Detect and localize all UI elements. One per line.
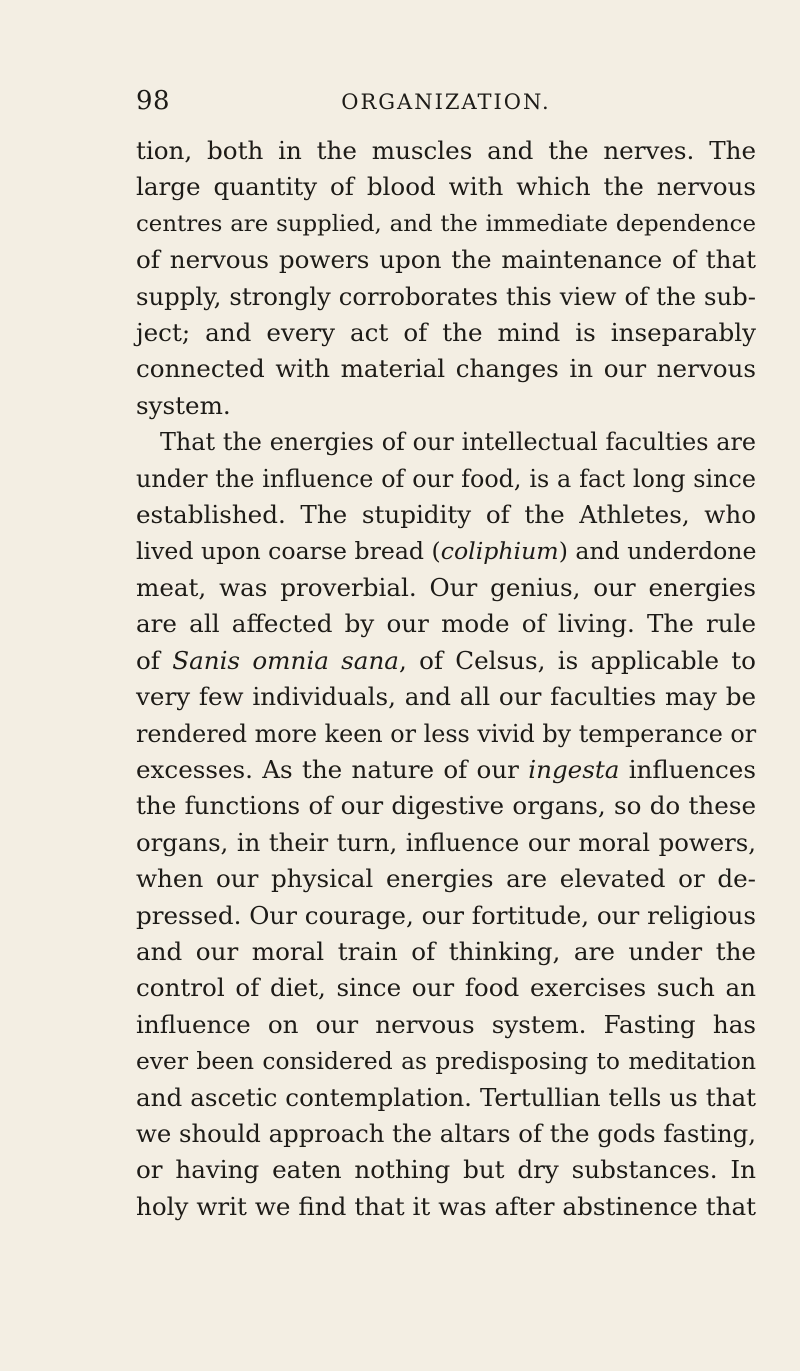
text-line: That the energies of our intellectual faculties are xyxy=(160,428,756,457)
text-line: lived upon coarse bread (coliphium) and underdone xyxy=(136,537,757,566)
body-text xyxy=(136,133,756,1225)
text-line: centres are supplied, and the immediate dependence xyxy=(136,210,756,237)
text-line: and ascetic contemplation. Tertullian tells us that xyxy=(136,1082,756,1112)
text-line: supply, strongly corroborates this view of the sub- xyxy=(136,281,756,311)
text-line: or having eaten nothing but dry substances. In xyxy=(136,1155,756,1185)
text-line: connected with material changes in our nervous xyxy=(136,354,756,384)
text-line: the functions of our digestive organs, so do these xyxy=(136,791,756,821)
text-line: under the influence of our food, is a fact long since xyxy=(136,464,756,493)
text-line: very few individuals, and all our faculties may be xyxy=(136,682,756,712)
text-line: ject; and every act of the mind is inseparably xyxy=(136,318,756,348)
italic-term: coliphium xyxy=(440,537,559,566)
text-line: influence on our nervous system. Fasting has xyxy=(136,1009,756,1039)
text-line: when our physical energies are elevated or de- xyxy=(136,864,756,894)
text-line: system. xyxy=(136,390,231,420)
running-head xyxy=(136,86,756,122)
text-line: tion, both in the muscles and the nerves. The xyxy=(136,136,756,165)
text-line: established. The stupidity of the Athletes, who xyxy=(136,500,756,530)
page-number: 98 xyxy=(136,86,171,116)
text-line: rendered more keen or less vivid by temperance or xyxy=(136,719,757,748)
text-line: organs, in their turn, influence our moral powers, xyxy=(136,827,756,857)
text-line: of nervous powers upon the maintenance of that xyxy=(136,245,756,275)
text-line: excesses. As the nature of our ingesta influences xyxy=(136,754,756,784)
text-line: large quantity of blood with which the nervous xyxy=(136,172,756,202)
italic-term: Sanis omnia sana xyxy=(172,645,399,675)
text-line: are all affected by our mode of living. The rule xyxy=(136,609,756,639)
italic-term: ingesta xyxy=(528,754,620,784)
text-line: control of diet, since our food exercises such an xyxy=(136,973,756,1003)
text-line: and our moral train of thinking, are under the xyxy=(136,936,756,966)
text-line: of Sanis omnia sana, of Celsus, is applicable to xyxy=(136,645,756,675)
text-line: we should approach the altars of the gods fasting, xyxy=(136,1118,756,1148)
text-line: pressed. Our courage, our fortitude, our religious xyxy=(136,900,757,930)
text-line: holy writ we find that it was after abstinence that xyxy=(136,1191,756,1221)
running-title: ORGANIZATION. xyxy=(341,90,551,114)
text-line: ever been considered as predisposing to meditation xyxy=(136,1047,756,1076)
text-line: meat, was proverbial. Our genius, our energies xyxy=(136,572,756,602)
